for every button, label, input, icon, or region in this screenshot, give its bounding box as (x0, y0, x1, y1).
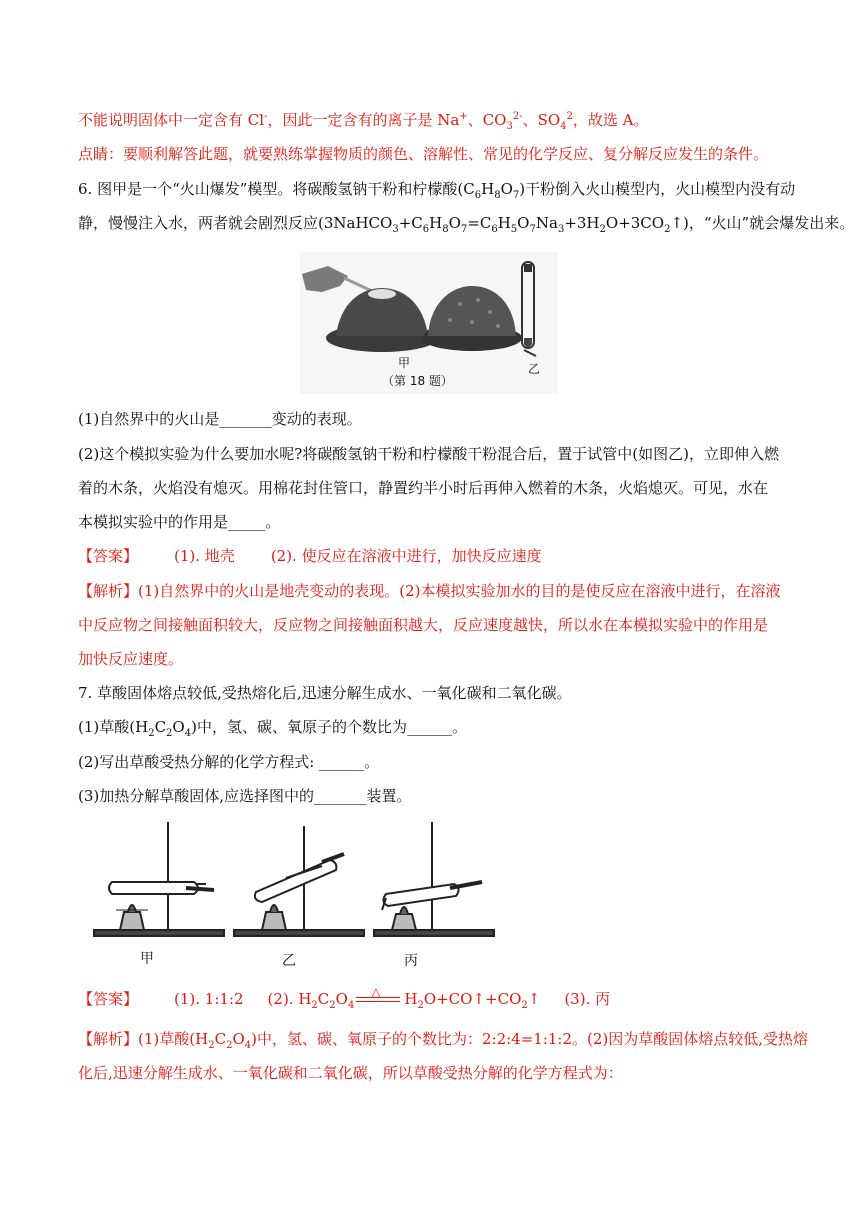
volcano-figure (300, 252, 558, 394)
apparatus-figure (86, 818, 496, 968)
q6-intro-line1: 6. 图甲是一个“火山爆发”模型。将碳酸氢钠干粉和柠檬酸$(C_6H_8O_7)$干粉倒入火山模型内，火山模型内没有动 (78, 180, 796, 201)
q7-analysis-line1: 【解析】(1)草酸$(H_2C_2O_4)$中，氢、碳、氧原子的个数比为：2:2:4=1:1:2。(2)因为草酸固体熔点较低,受热熔 (78, 1030, 809, 1051)
apparatus-label-yi: 乙 (282, 953, 296, 969)
q7-answer: 【答案】 (1). 1:1:2 (2). $H_2C_2O_4$ △ $H_2O+CO↑+CO_2↑$ (3). 丙 (78, 988, 788, 1010)
apparatus-bing (374, 822, 494, 936)
fig-label-jia: 甲 (398, 356, 411, 370)
answer-tag: 【答案】 (78, 990, 139, 1008)
apparatus-yi (234, 826, 364, 936)
q6-sub2-line1: (2)这个模拟实验为什么要加水呢?将碳酸氢钠干粉和柠檬酸干粉混合后，置于试管中(如图乙)，立即伸入燃 (78, 445, 779, 463)
q6-analysis-line2: 中反应物之间接触面积较大，反应物之间接触面积越大，反应速度越快，所以水在本模拟实验中的作用是 (78, 616, 769, 634)
q7-answer-equation: (2). $H_2C_2O_4$ △ $H_2O+CO↑+CO_2↑$ (268, 990, 541, 1008)
prev-analysis-line: 不能说明固体中一定含有 Cl-，因此一定含有的离子是 Na+、$CO_3^{2-}$、$SO_4^2$，故选 A。 (78, 111, 649, 132)
q6-analysis-line1: 【解析】(1)自然界中的火山是地壳变动的表现。(2)本模拟实验加水的目的是使反应在溶液中进行，在溶液 (78, 582, 781, 600)
fig-caption: （第 18 题） (382, 374, 453, 388)
q7-sub3: (3)加热分解草酸固体,应选择图中的_______装置。 (78, 787, 412, 805)
q7-sub1: (1)草酸$(H_2C_2O_4)$中，氢、碳、氧原子的个数比为______。 (78, 718, 467, 739)
heating-equals-sign (354, 985, 404, 1006)
delta-symbol: △ (371, 985, 381, 999)
q7-intro: 7. 草酸固体熔点较低,受热熔化后,迅速分解生成水、一氧化碳和二氧化碳。 (78, 684, 572, 702)
answer-tag: 【答案】 (78, 547, 139, 565)
q6-sub2-line3: 本模拟实验中的作用是_____。 (78, 513, 281, 531)
fig-label-yi: 乙 (528, 362, 541, 376)
q6-sub1: (1)自然界中的火山是_______变动的表现。 (78, 410, 362, 428)
apparatus-illustration (86, 818, 496, 968)
q6-answer: 【答案】 (1). 地壳 (2). 使反应在溶液中进行，加快反应速度 (78, 547, 542, 565)
q6-sub2-line2: 着的木条，火焰没有熄灭。用棉花封住管口，静置约半小时后再伸入燃着的木条，火焰熄灭。可见，水在 (78, 479, 769, 497)
apparatus-label-bing: 丙 (404, 953, 418, 969)
q6-intro-line2: 静，慢慢注入水，两者就会剧烈反应$(3NaHCO_3+C_6H_8O_7=C_6H_5O_7Na_3+3H_2O+3CO_2↑)$，“火山”就会爆发出来。 (78, 214, 855, 235)
apparatus-jia (94, 822, 224, 936)
q7-sub2: (2)写出草酸受热分解的化学方程式: ______。 (78, 753, 380, 771)
apparatus-label-jia: 甲 (140, 951, 154, 967)
q7-analysis-line2: 化后,迅速分解生成水、一氧化碳和二氧化碳，所以草酸受热分解的化学方程式为： (78, 1064, 623, 1082)
q6-analysis-line3: 加快反应速度。 (78, 650, 184, 668)
prev-tip: 点睛：要顺利解答此题，就要熟练掌握物质的颜色、溶解性、常见的化学反应、复分解反应发生的条件。 (78, 145, 769, 163)
